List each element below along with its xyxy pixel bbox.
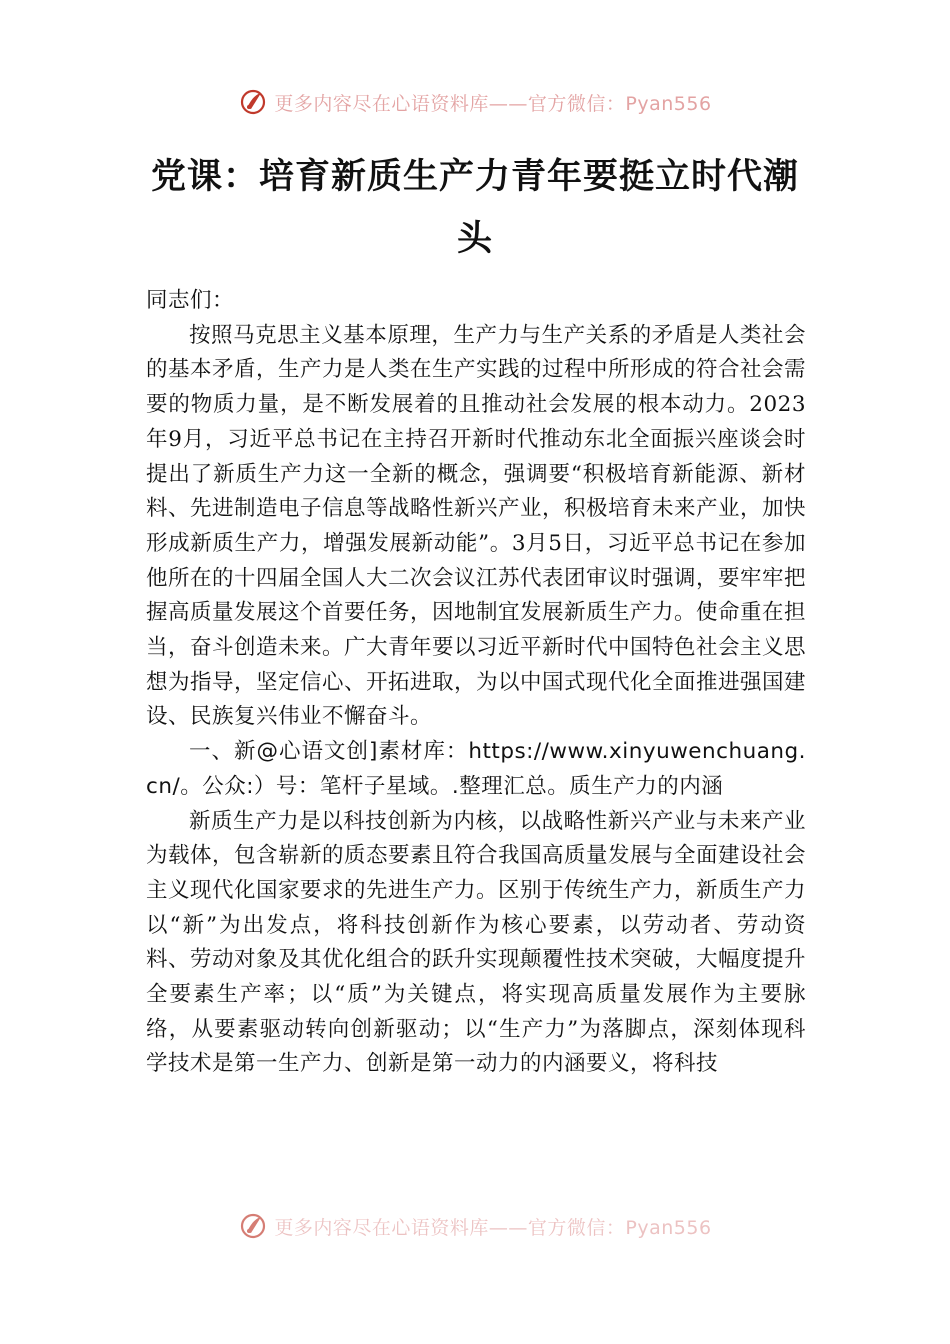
paragraph-2: 新质生产力是以科技创新为内核，以战略性新兴产业与未来产业为载体，包含崭新的质态要素且符合我国高质量发展与全面建设社会主义现代化国家要求的先进生产力。区别于传统生产力，新质生产力以“新”为出发点，将科技创新作为核心要素，以劳动者、劳动资料、劳动对象及其优化组合的跃升实现颠覆性技术突破，大幅度提升全要素生产率；以“质”为关键点，将实现高质量发展作为主要脉络，从要素驱动转向创新驱动；以“生产力”为落脚点，深刻体现科学技术是第一生产力、创新是第一动力的内涵要义，将科技 xyxy=(146,808,807,1077)
footer-watermark-text xyxy=(274,1213,711,1240)
header-watermark xyxy=(0,84,950,120)
document-body xyxy=(146,284,806,1082)
document-title: 党课：培育新质生产力青年要挺立时代潮头 xyxy=(150,156,799,259)
section-heading-1: 一、新@心语文创]素材库：https://www.xinyuwenchuang.cn/。公众:）号：笔杆子星域。.整理汇总。质生产力的内涵 xyxy=(146,739,806,799)
footer-watermark xyxy=(0,1208,950,1244)
salutation: 同志们： xyxy=(146,288,235,313)
header-watermark-text xyxy=(274,89,711,116)
header-watermark-label: 更多内容尽在心语资料库——官方微信： xyxy=(274,92,626,115)
footer-watermark-label: 更多内容尽在心语资料库——官方微信： xyxy=(274,1216,626,1239)
brush-logo-icon xyxy=(238,1211,268,1241)
paragraph-1: 按照马克思主义基本原理，生产力与生产关系的矛盾是人类社会的基本矛盾，生产力是人类在生产实践的过程中所形成的符合社会需要的物质力量，是不断发展着的且推动社会发展的根本动力。2023年9月，习近平总书记在主持召开新时代推动东北全面振兴座谈会时提出了新质生产力这一全新的概念，强调要“积极培育新能源、新材料、先进制造电子信息等战略性新兴产业，积极培育未来产业，加快形成新质生产力，增强发展新动能”。3月5日，习近平总书记在参加他所在的十四届全国人大二次会议江苏代表团审议时强调，要牢牢把握高质量发展这个首要任务，因地制宜发展新质生产力。使命重在担当，奋斗创造未来。广大青年要以习近平新时代中国特色社会主义思想为指导，坚定信心、开拓进取，为以中国式现代化全面推进强国建设、民族复兴伟业不懈奋斗。 xyxy=(146,322,807,730)
footer-watermark-id: Pyan556 xyxy=(625,1216,712,1239)
header-watermark-id: Pyan556 xyxy=(625,92,712,115)
brush-logo-icon xyxy=(238,87,268,117)
